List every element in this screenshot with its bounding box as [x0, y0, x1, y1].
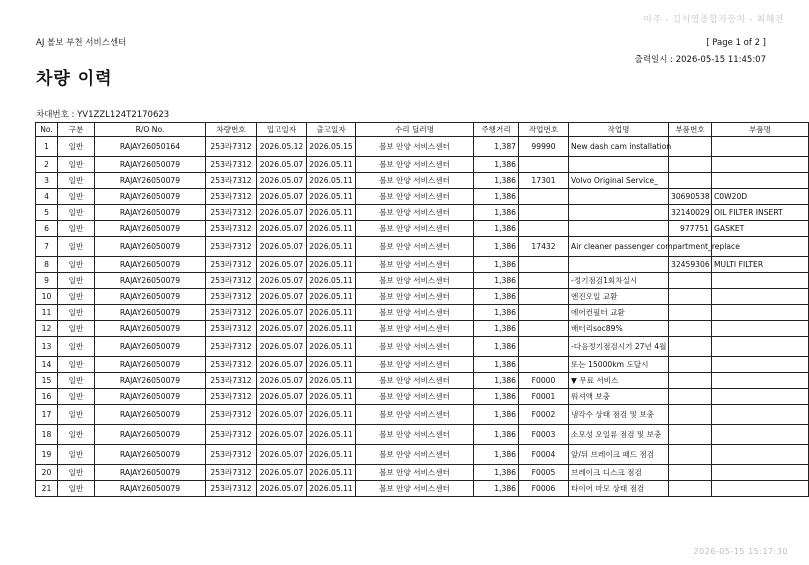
- cell-plate: 253라7312: [206, 289, 257, 305]
- cell-type: 일반: [58, 237, 95, 257]
- table-row: [36, 389, 809, 405]
- cell-type: 일반: [58, 273, 95, 289]
- cell-job-no: [519, 273, 569, 289]
- cell-job-no: [519, 221, 569, 237]
- cell-part-name: MULTI FILTER: [712, 257, 809, 273]
- cell-job-no: [519, 357, 569, 373]
- cell-dealer: 볼보 안양 서비스센터: [356, 321, 474, 337]
- cell-part-name: C0W20D: [712, 189, 809, 205]
- cell-part-name: OIL FILTER INSERT: [712, 205, 809, 221]
- cell-no: 18: [36, 425, 58, 445]
- cell-out-date: 2026.05.11: [307, 221, 356, 237]
- table-row: [36, 373, 809, 389]
- cell-part-no: [669, 357, 712, 373]
- cell-out-date: 2026.05.11: [307, 257, 356, 273]
- cell-job-no: [519, 289, 569, 305]
- cell-no: 19: [36, 445, 58, 465]
- cell-part-name: [712, 137, 809, 157]
- cell-out-date: 2026.05.11: [307, 273, 356, 289]
- cell-part-no: [669, 425, 712, 445]
- cell-ro-no: RAJAY26050079: [95, 273, 206, 289]
- cell-no: 14: [36, 357, 58, 373]
- cell-job-name: [569, 189, 669, 205]
- cell-job-no: 17301: [519, 173, 569, 189]
- cell-in-date: 2026.05.07: [257, 465, 307, 481]
- cell-part-no: [669, 289, 712, 305]
- cell-part-no: [669, 273, 712, 289]
- cell-ro-no: RAJAY26050079: [95, 257, 206, 273]
- cell-part-name: [712, 465, 809, 481]
- vin-label: 차대번호 : YV1ZZL124T2170623: [36, 110, 170, 120]
- cell-job-no: F0005: [519, 465, 569, 481]
- cell-ro-no: RAJAY26050079: [95, 405, 206, 425]
- cell-plate: 253라7312: [206, 189, 257, 205]
- table-row: [36, 425, 809, 445]
- cell-plate: 253라7312: [206, 445, 257, 465]
- table-row: [36, 137, 809, 157]
- cell-out-date: 2026.05.11: [307, 289, 356, 305]
- cell-plate: 253라7312: [206, 157, 257, 173]
- cell-part-name: [712, 373, 809, 389]
- cell-in-date: 2026.05.12: [257, 137, 307, 157]
- cell-plate: 253라7312: [206, 221, 257, 237]
- cell-no: 17: [36, 405, 58, 425]
- cell-mileage: 1,386: [474, 321, 519, 337]
- cell-ro-no: RAJAY26050079: [95, 305, 206, 321]
- cell-type: 일반: [58, 189, 95, 205]
- cell-job-no: [519, 337, 569, 357]
- company-name: AJ 볼보 부천 서비스센터: [36, 38, 127, 48]
- cell-type: 일반: [58, 373, 95, 389]
- table-row: [36, 205, 809, 221]
- cell-in-date: 2026.05.07: [257, 389, 307, 405]
- cell-ro-no: RAJAY26050079: [95, 173, 206, 189]
- cell-no: 3: [36, 173, 58, 189]
- col-header-no: No.: [36, 123, 58, 137]
- cell-ro-no: RAJAY26050079: [95, 425, 206, 445]
- cell-mileage: 1,386: [474, 465, 519, 481]
- cell-job-no: F0001: [519, 389, 569, 405]
- cell-ro-no: RAJAY26050079: [95, 373, 206, 389]
- cell-dealer: 볼보 안양 서비스센터: [356, 273, 474, 289]
- cell-job-name: [569, 257, 669, 273]
- cell-out-date: 2026.05.11: [307, 445, 356, 465]
- cell-part-no: [669, 465, 712, 481]
- col-header-dealer: 수리 딜러명: [356, 123, 474, 137]
- table-row: [36, 405, 809, 425]
- cell-job-no: F0002: [519, 405, 569, 425]
- cell-part-no: [669, 321, 712, 337]
- cell-dealer: 볼보 안양 서비스센터: [356, 481, 474, 497]
- cell-part-no: [669, 157, 712, 173]
- cell-mileage: 1,386: [474, 405, 519, 425]
- cell-no: 10: [36, 289, 58, 305]
- cell-out-date: 2026.05.11: [307, 237, 356, 257]
- cell-no: 6: [36, 221, 58, 237]
- cell-out-date: 2026.05.11: [307, 189, 356, 205]
- cell-part-name: GASKET: [712, 221, 809, 237]
- cell-no: 4: [36, 189, 58, 205]
- cell-dealer: 볼보 안양 서비스센터: [356, 465, 474, 481]
- col-header-part-no: 부품번호: [669, 123, 712, 137]
- cell-job-no: 99990: [519, 137, 569, 157]
- cell-part-name: [712, 289, 809, 305]
- cell-job-name: Air cleaner passenger compartment_replace: [569, 237, 669, 257]
- watermark-text: 아주 - 김서영종합자동차 - 최해진: [643, 15, 784, 25]
- table-row: [36, 305, 809, 321]
- cell-ro-no: RAJAY26050079: [95, 465, 206, 481]
- cell-plate: 253라7312: [206, 257, 257, 273]
- cell-part-name: [712, 405, 809, 425]
- cell-dealer: 볼보 안양 서비스센터: [356, 221, 474, 237]
- cell-out-date: 2026.05.11: [307, 305, 356, 321]
- cell-type: 일반: [58, 337, 95, 357]
- cell-out-date: 2026.05.11: [307, 481, 356, 497]
- cell-plate: 253라7312: [206, 481, 257, 497]
- cell-in-date: 2026.05.07: [257, 425, 307, 445]
- cell-ro-no: RAJAY26050079: [95, 189, 206, 205]
- cell-job-name: 엔진오일 교환: [569, 289, 669, 305]
- cell-type: 일반: [58, 137, 95, 157]
- cell-out-date: 2026.05.15: [307, 137, 356, 157]
- cell-job-name: 에어컨필터 교환: [569, 305, 669, 321]
- cell-out-date: 2026.05.11: [307, 157, 356, 173]
- cell-ro-no: RAJAY26050079: [95, 481, 206, 497]
- cell-ro-no: RAJAY26050079: [95, 321, 206, 337]
- cell-job-no: [519, 189, 569, 205]
- page-title: 차량 이력: [36, 69, 113, 89]
- cell-part-name: [712, 157, 809, 173]
- cell-plate: 253라7312: [206, 137, 257, 157]
- cell-type: 일반: [58, 357, 95, 373]
- cell-part-no: 977751: [669, 221, 712, 237]
- cell-mileage: 1,386: [474, 289, 519, 305]
- cell-job-name: New dash cam installation: [569, 137, 669, 157]
- cell-plate: 253라7312: [206, 425, 257, 445]
- cell-dealer: 볼보 안양 서비스센터: [356, 189, 474, 205]
- cell-job-no: F0003: [519, 425, 569, 445]
- col-header-part-name: 부품명: [712, 123, 809, 137]
- table-row: [36, 321, 809, 337]
- cell-job-name: [569, 221, 669, 237]
- cell-part-no: 30690538: [669, 189, 712, 205]
- cell-plate: 253라7312: [206, 321, 257, 337]
- cell-in-date: 2026.05.07: [257, 173, 307, 189]
- col-header-mileage: 주행거리: [474, 123, 519, 137]
- cell-part-name: [712, 481, 809, 497]
- cell-plate: 253라7312: [206, 389, 257, 405]
- cell-type: 일반: [58, 465, 95, 481]
- cell-part-name: [712, 321, 809, 337]
- cell-in-date: 2026.05.07: [257, 157, 307, 173]
- cell-no: 13: [36, 337, 58, 357]
- cell-type: 일반: [58, 205, 95, 221]
- cell-type: 일반: [58, 405, 95, 425]
- cell-in-date: 2026.05.07: [257, 257, 307, 273]
- cell-job-name: 또는 15000km 도달시: [569, 357, 669, 373]
- table-row: [36, 157, 809, 173]
- table-row: [36, 289, 809, 305]
- col-header-ro-no: R/O No.: [95, 123, 206, 137]
- col-header-job-name: 작업명: [569, 123, 669, 137]
- vehicle-history-table: [35, 122, 809, 497]
- cell-in-date: 2026.05.07: [257, 337, 307, 357]
- cell-dealer: 볼보 안양 서비스센터: [356, 445, 474, 465]
- cell-job-no: [519, 257, 569, 273]
- cell-mileage: 1,387: [474, 137, 519, 157]
- cell-type: 일반: [58, 173, 95, 189]
- cell-plate: 253라7312: [206, 305, 257, 321]
- cell-part-name: [712, 445, 809, 465]
- cell-no: 11: [36, 305, 58, 321]
- cell-job-name: ▼ 무료 서비스: [569, 373, 669, 389]
- cell-job-name: 타이어 마모 상태 점검: [569, 481, 669, 497]
- cell-in-date: 2026.05.07: [257, 289, 307, 305]
- cell-type: 일반: [58, 389, 95, 405]
- cell-plate: 253라7312: [206, 405, 257, 425]
- cell-mileage: 1,386: [474, 189, 519, 205]
- table-row: [36, 273, 809, 289]
- cell-mileage: 1,386: [474, 373, 519, 389]
- cell-mileage: 1,386: [474, 273, 519, 289]
- cell-part-no: [669, 173, 712, 189]
- cell-mileage: 1,386: [474, 425, 519, 445]
- page-indicator: [ Page 1 of 2 ]: [706, 38, 766, 48]
- cell-mileage: 1,386: [474, 173, 519, 189]
- cell-job-name: 워셔액 보충: [569, 389, 669, 405]
- cell-part-no: [669, 337, 712, 357]
- cell-ro-no: RAJAY26050079: [95, 221, 206, 237]
- cell-ro-no: RAJAY26050079: [95, 237, 206, 257]
- cell-part-no: 32459306: [669, 257, 712, 273]
- cell-job-no: [519, 205, 569, 221]
- cell-part-name: [712, 305, 809, 321]
- cell-no: 1: [36, 137, 58, 157]
- cell-job-no: F0004: [519, 445, 569, 465]
- cell-out-date: 2026.05.11: [307, 425, 356, 445]
- cell-no: 9: [36, 273, 58, 289]
- cell-out-date: 2026.05.11: [307, 337, 356, 357]
- table-row: [36, 221, 809, 237]
- cell-in-date: 2026.05.07: [257, 321, 307, 337]
- cell-out-date: 2026.05.11: [307, 405, 356, 425]
- cell-dealer: 볼보 안양 서비스센터: [356, 257, 474, 273]
- cell-no: 16: [36, 389, 58, 405]
- cell-job-name: [569, 205, 669, 221]
- cell-in-date: 2026.05.07: [257, 305, 307, 321]
- cell-job-name: 브레이크 디스크 점검: [569, 465, 669, 481]
- cell-out-date: 2026.05.11: [307, 465, 356, 481]
- cell-dealer: 볼보 안양 서비스센터: [356, 305, 474, 321]
- cell-part-no: [669, 137, 712, 157]
- cell-part-no: [669, 373, 712, 389]
- cell-dealer: 볼보 안양 서비스센터: [356, 405, 474, 425]
- table-row: [36, 337, 809, 357]
- cell-in-date: 2026.05.07: [257, 273, 307, 289]
- cell-dealer: 볼보 안양 서비스센터: [356, 237, 474, 257]
- col-header-type: 구분: [58, 123, 95, 137]
- col-header-out-date: 출고일자: [307, 123, 356, 137]
- table-row: [36, 173, 809, 189]
- cell-mileage: 1,386: [474, 357, 519, 373]
- cell-job-no: [519, 157, 569, 173]
- col-header-plate: 차량번호: [206, 123, 257, 137]
- table-row: [36, 189, 809, 205]
- cell-out-date: 2026.05.11: [307, 389, 356, 405]
- cell-ro-no: RAJAY26050079: [95, 445, 206, 465]
- cell-type: 일반: [58, 481, 95, 497]
- cell-dealer: 볼보 안양 서비스센터: [356, 357, 474, 373]
- cell-in-date: 2026.05.07: [257, 205, 307, 221]
- table-row: [36, 257, 809, 273]
- footer-timestamp: 2026-05-15 15:17:30: [693, 547, 788, 556]
- cell-job-no: [519, 321, 569, 337]
- table-header-row: [36, 123, 809, 137]
- table-row: [36, 357, 809, 373]
- cell-dealer: 볼보 안양 서비스센터: [356, 205, 474, 221]
- cell-job-name: -다음정기점검시기 27년 4월: [569, 337, 669, 357]
- cell-job-name: 냉각수 상태 점검 및 보충: [569, 405, 669, 425]
- cell-part-no: [669, 481, 712, 497]
- cell-job-name: -정기점검1회차실시: [569, 273, 669, 289]
- cell-type: 일반: [58, 289, 95, 305]
- cell-plate: 253라7312: [206, 273, 257, 289]
- cell-no: 15: [36, 373, 58, 389]
- cell-dealer: 볼보 안양 서비스센터: [356, 137, 474, 157]
- cell-type: 일반: [58, 321, 95, 337]
- cell-part-name: [712, 389, 809, 405]
- cell-no: 7: [36, 237, 58, 257]
- cell-mileage: 1,386: [474, 389, 519, 405]
- cell-part-no: 32140029: [669, 205, 712, 221]
- cell-plate: 253라7312: [206, 205, 257, 221]
- cell-no: 21: [36, 481, 58, 497]
- cell-out-date: 2026.05.11: [307, 173, 356, 189]
- cell-ro-no: RAJAY26050079: [95, 357, 206, 373]
- col-header-in-date: 입고일자: [257, 123, 307, 137]
- cell-job-no: [519, 305, 569, 321]
- cell-type: 일반: [58, 305, 95, 321]
- cell-no: 2: [36, 157, 58, 173]
- cell-mileage: 1,386: [474, 481, 519, 497]
- col-header-job-no: 작업번호: [519, 123, 569, 137]
- cell-mileage: 1,386: [474, 257, 519, 273]
- cell-part-no: [669, 389, 712, 405]
- cell-job-name: Volvo Original Service_: [569, 173, 669, 189]
- cell-mileage: 1,386: [474, 337, 519, 357]
- cell-part-name: [712, 273, 809, 289]
- table-row: [36, 445, 809, 465]
- cell-mileage: 1,386: [474, 221, 519, 237]
- cell-job-name: 배터리soc89%: [569, 321, 669, 337]
- cell-dealer: 볼보 안양 서비스센터: [356, 389, 474, 405]
- cell-dealer: 볼보 안양 서비스센터: [356, 337, 474, 357]
- cell-part-name: [712, 173, 809, 189]
- cell-plate: 253라7312: [206, 357, 257, 373]
- cell-plate: 253라7312: [206, 465, 257, 481]
- cell-plate: 253라7312: [206, 173, 257, 189]
- cell-job-no: 17432: [519, 237, 569, 257]
- cell-no: 12: [36, 321, 58, 337]
- cell-ro-no: RAJAY26050079: [95, 157, 206, 173]
- cell-plate: 253라7312: [206, 373, 257, 389]
- cell-part-no: [669, 445, 712, 465]
- cell-part-no: [669, 405, 712, 425]
- cell-mileage: 1,386: [474, 157, 519, 173]
- cell-part-name: [712, 357, 809, 373]
- print-date: 출력일시 : 2026-05-15 11:45:07: [634, 55, 766, 65]
- cell-dealer: 볼보 안양 서비스센터: [356, 157, 474, 173]
- cell-dealer: 볼보 안양 서비스센터: [356, 289, 474, 305]
- cell-plate: 253라7312: [206, 237, 257, 257]
- cell-in-date: 2026.05.07: [257, 357, 307, 373]
- table-row: [36, 465, 809, 481]
- cell-out-date: 2026.05.11: [307, 357, 356, 373]
- cell-mileage: 1,386: [474, 305, 519, 321]
- cell-out-date: 2026.05.11: [307, 321, 356, 337]
- cell-ro-no: RAJAY26050079: [95, 205, 206, 221]
- cell-dealer: 볼보 안양 서비스센터: [356, 173, 474, 189]
- cell-type: 일반: [58, 257, 95, 273]
- table-row: [36, 237, 809, 257]
- cell-type: 일반: [58, 425, 95, 445]
- cell-job-name: 소모성 오일류 점검 및 보충: [569, 425, 669, 445]
- cell-in-date: 2026.05.07: [257, 405, 307, 425]
- cell-in-date: 2026.05.07: [257, 237, 307, 257]
- cell-part-name: [712, 337, 809, 357]
- cell-dealer: 볼보 안양 서비스센터: [356, 425, 474, 445]
- cell-ro-no: RAJAY26050164: [95, 137, 206, 157]
- cell-mileage: 1,386: [474, 205, 519, 221]
- cell-job-name: 앞/뒤 브레이크 패드 점검: [569, 445, 669, 465]
- cell-ro-no: RAJAY26050079: [95, 389, 206, 405]
- cell-out-date: 2026.05.11: [307, 205, 356, 221]
- cell-job-no: F0000: [519, 373, 569, 389]
- cell-in-date: 2026.05.07: [257, 481, 307, 497]
- cell-ro-no: RAJAY26050079: [95, 337, 206, 357]
- cell-in-date: 2026.05.07: [257, 221, 307, 237]
- cell-type: 일반: [58, 445, 95, 465]
- cell-job-name: [569, 157, 669, 173]
- cell-part-no: [669, 305, 712, 321]
- cell-mileage: 1,386: [474, 237, 519, 257]
- cell-in-date: 2026.05.07: [257, 373, 307, 389]
- cell-dealer: 볼보 안양 서비스센터: [356, 373, 474, 389]
- cell-ro-no: RAJAY26050079: [95, 289, 206, 305]
- cell-in-date: 2026.05.07: [257, 445, 307, 465]
- cell-no: 5: [36, 205, 58, 221]
- cell-in-date: 2026.05.07: [257, 189, 307, 205]
- cell-no: 20: [36, 465, 58, 481]
- cell-out-date: 2026.05.11: [307, 373, 356, 389]
- cell-job-no: F0006: [519, 481, 569, 497]
- cell-part-name: [712, 425, 809, 445]
- cell-no: 8: [36, 257, 58, 273]
- cell-plate: 253라7312: [206, 337, 257, 357]
- table-row: [36, 481, 809, 497]
- cell-type: 일반: [58, 221, 95, 237]
- cell-mileage: 1,386: [474, 445, 519, 465]
- cell-type: 일반: [58, 157, 95, 173]
